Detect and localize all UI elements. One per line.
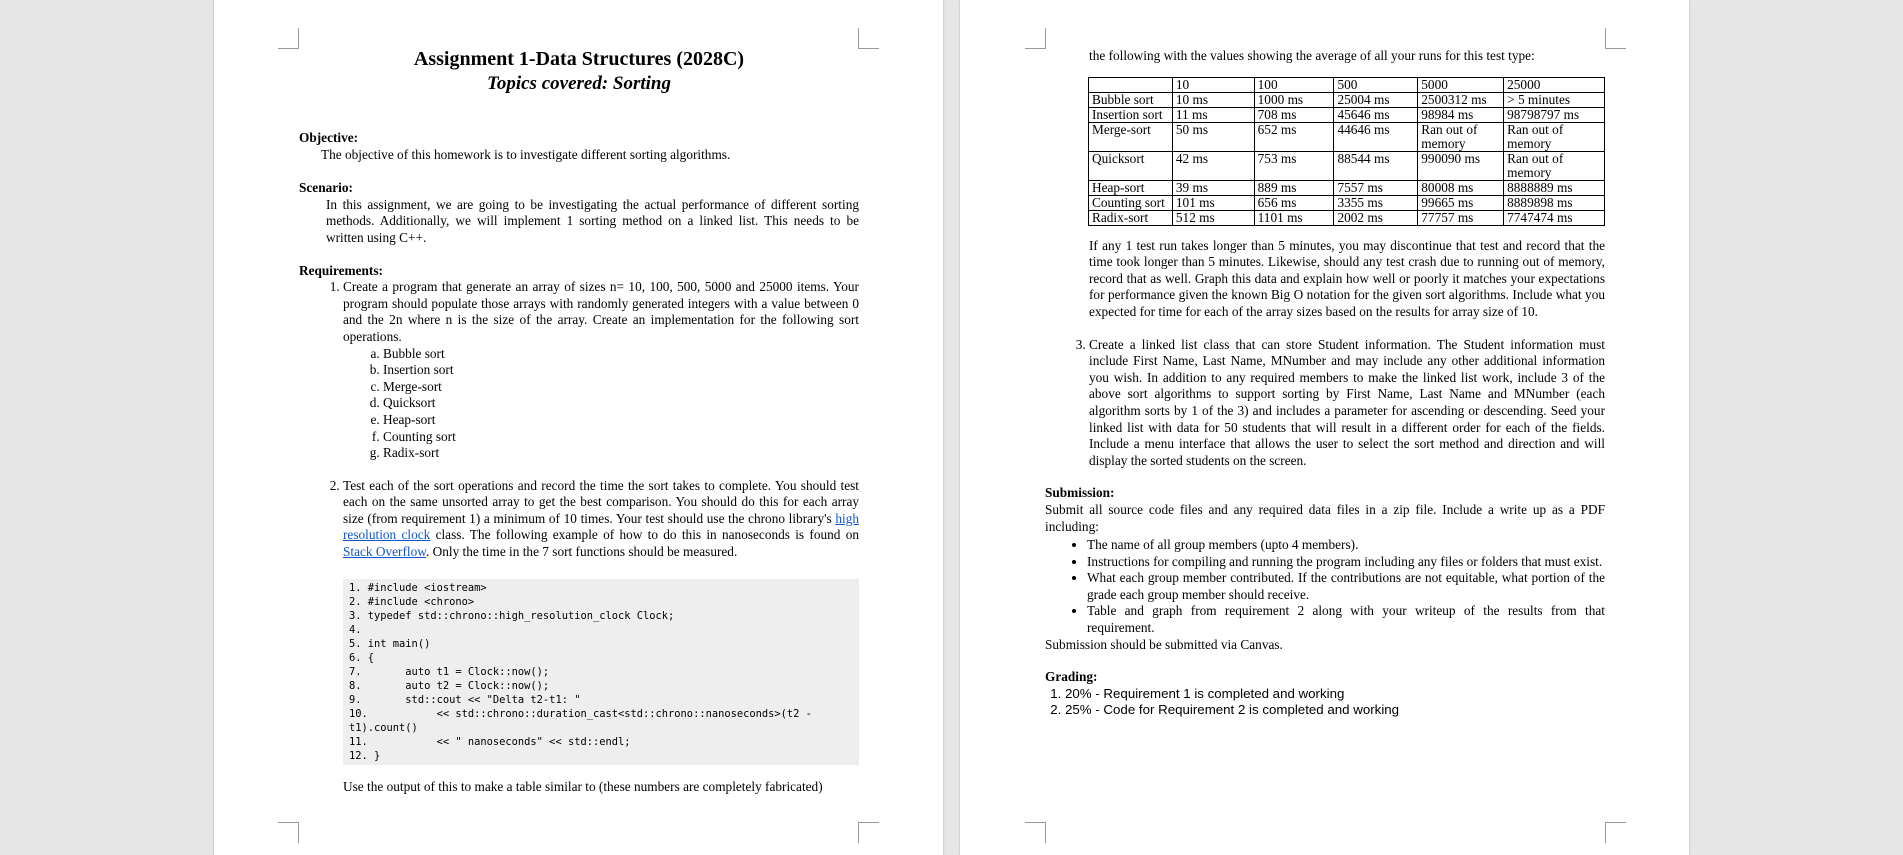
table-cell: 25004 ms <box>1334 92 1418 107</box>
table-row <box>1089 122 1605 151</box>
table-cell: Radix-sort <box>1089 210 1173 225</box>
submission-bullet: • Instructions for compiling and running the program including any files or folders that must exist. <box>1087 554 1605 571</box>
table-cell: 656 ms <box>1254 195 1334 210</box>
code-line: 9. std::cout << "Delta t2-t1: " <box>349 693 581 706</box>
requirement-3 <box>1089 337 1605 470</box>
crop-mark-top-right <box>1605 28 1626 49</box>
table-cell: 8889898 ms <box>1504 195 1605 210</box>
table-cell: 7557 ms <box>1334 180 1418 195</box>
table-cell: Ran out of memory <box>1504 151 1605 180</box>
table-cell: 753 ms <box>1254 151 1334 180</box>
table-header-cell <box>1089 77 1173 92</box>
table-cell: 2500312 ms <box>1418 92 1504 107</box>
submission-bullet: • What each group member contributed. If the contributions are not equitable, what portion of the grade each group member should receive. <box>1087 570 1605 603</box>
table-cell: 88544 ms <box>1334 151 1418 180</box>
sort-item: c. Merge-sort <box>383 379 859 396</box>
stack-overflow-link[interactable]: Stack Overflow <box>343 544 426 560</box>
sort-item: b. Insertion sort <box>383 362 859 379</box>
submission-header: Submission: <box>1045 485 1115 501</box>
after-table-text: If any 1 test run takes longer than 5 minutes, you may discontinue that test and record that the time took longer than 5 minutes. Likewise, should any test crash due to running out of memory, record that as well. Graph this data and explain how well or poorly it matches your expectations for performance given the known Big O notation for the given sort algorithms. Include what you expected for time for each of the array sizes based on the results for array size of 10. <box>1089 237 1605 319</box>
requirement-2-text-b: class. The following example of how to do this in nanoseconds is found on <box>435 527 859 543</box>
table-header-cell: 500 <box>1334 77 1418 92</box>
sort-item: g. Radix-sort <box>383 445 859 462</box>
table-cell: Quicksort <box>1089 151 1173 180</box>
code-line: 10. << std::chrono::duration_cast<std::chrono::nanoseconds>(t2 - t1).count() <box>349 707 819 734</box>
requirement-3-text: 3. Create a linked list class that can store Student information. The Student information must include First Name, Last Name, MNumber and may include any other additional information you wish. In addition to any required members to make the linked list work, include 3 of the above sort algorithms to support sorting by First Name, Last Name and MNumber (each algorithm sorts by 1 of the 3) and includes a parameter for ascending or descending. Seed your linked list with data for 50 students that will result in a different order for each of the fields. Include a menu interface that allows the user to select the sort method and direction and will display the sorted students on the screen. <box>1089 336 1605 468</box>
crop-mark-top-left <box>1025 28 1046 49</box>
table-cell: 101 ms <box>1172 195 1254 210</box>
table-cell: 1000 ms <box>1254 92 1334 107</box>
table-cell: 990090 ms <box>1418 151 1504 180</box>
grading-item: 2. 25% - Code for Requirement 2 is completed and working <box>1065 702 1605 719</box>
requirement-1 <box>343 279 859 478</box>
table-cell: 39 ms <box>1172 180 1254 195</box>
table-cell: 3355 ms <box>1334 195 1418 210</box>
table-row <box>1089 151 1605 180</box>
table-cell: 7747474 ms <box>1504 210 1605 225</box>
table-cell: 1101 ms <box>1254 210 1334 225</box>
crop-mark-bottom-left <box>278 822 299 843</box>
table-row <box>1089 195 1605 210</box>
table-cell: Bubble sort <box>1089 92 1173 107</box>
requirement-1-text: 1. Create a program that generate an array of sizes n= 10, 100, 500, 5000 and 25000 items. Your program should populate those arrays with randomly generated integers with a value between 0 and the 2n where n is the size of the array. Create an implementation for the following sort operations. <box>343 279 859 344</box>
table-cell: Ran out of memory <box>1418 122 1504 151</box>
table-cell: 2002 ms <box>1334 210 1418 225</box>
table-row <box>1089 107 1605 122</box>
table-intro-text: the following with the values showing the average of all your runs for this test type: <box>1089 48 1535 63</box>
closing-text: Use the output of this to make a table similar to (these numbers are completely fabricated) <box>343 778 823 794</box>
code-line: 3. typedef std::chrono::high_resolution_clock Clock; <box>349 609 675 622</box>
sort-operations-list <box>343 346 859 462</box>
submission-bullet: • Table and graph from requirement 2 along with your writeup of the results from that requirement. <box>1087 603 1605 636</box>
table-header-cell: 100 <box>1254 77 1334 92</box>
table-cell: 11 ms <box>1172 107 1254 122</box>
code-line: 8. auto t2 = Clock::now(); <box>349 679 550 692</box>
grading-list <box>1045 686 1605 719</box>
requirements-header: Requirements: <box>299 262 383 278</box>
submission-text: Submit all source code files and any required data files in a zip file. Include a write up as a PDF including: <box>1045 501 1605 534</box>
requirement-2 <box>343 478 859 796</box>
table-cell: 42 ms <box>1172 151 1254 180</box>
sort-item: f. Counting sort <box>383 429 859 446</box>
crop-mark-bottom-right <box>1605 822 1626 843</box>
table-cell: Heap-sort <box>1089 180 1173 195</box>
document-page-1 <box>214 0 943 855</box>
table-cell: 512 ms <box>1172 210 1254 225</box>
requirement-2-text <box>343 478 859 561</box>
table-cell: Ran out of memory <box>1504 122 1605 151</box>
document-page-2 <box>960 0 1689 855</box>
table-row <box>1089 92 1605 107</box>
table-cell: > 5 minutes <box>1504 92 1605 107</box>
requirement-2-text-c: . Only the time in the 7 sort functions should be measured. <box>425 544 738 560</box>
table-cell: 50 ms <box>1172 122 1254 151</box>
scenario-header: Scenario: <box>299 180 353 196</box>
table-cell: 98798797 ms <box>1504 107 1605 122</box>
grading-header: Grading: <box>1045 669 1098 685</box>
crop-mark-bottom-left <box>1025 822 1046 843</box>
code-line: 1. #include <iostream> <box>349 581 487 594</box>
table-cell: 45646 ms <box>1334 107 1418 122</box>
scenario-text: In this assignment, we are going to be investigating the actual performance of different sorting methods. Additionally, we will implement 1 sorting method on a linked list. This needs to be written using C++. <box>326 196 859 245</box>
table-cell: 99665 ms <box>1418 195 1504 210</box>
objective-text: The objective of this homework is to investigate different sorting algorithms. <box>321 146 731 162</box>
code-sample <box>343 579 859 765</box>
table-cell: 652 ms <box>1254 122 1334 151</box>
table-header-row <box>1089 77 1605 92</box>
page-1-content <box>299 46 859 795</box>
page-2-content <box>1045 48 1605 719</box>
table-row <box>1089 210 1605 225</box>
sort-item: a. Bubble sort <box>383 346 859 363</box>
table-cell: 98984 ms <box>1418 107 1504 122</box>
sort-item: e. Heap-sort <box>383 412 859 429</box>
requirements-list <box>299 279 859 795</box>
table-cell: 80008 ms <box>1418 180 1504 195</box>
performance-table <box>1088 77 1605 226</box>
code-line: 2. #include <chrono> <box>349 595 475 608</box>
requirement-3-list <box>1045 337 1605 470</box>
code-line: 11. << " nanoseconds" << std::endl; <box>349 735 631 748</box>
code-line: 4. <box>349 623 368 636</box>
table-cell: 44646 ms <box>1334 122 1418 151</box>
code-line: 12. } <box>349 749 381 762</box>
requirement-2-text-a: Test each of the sort operations and record the time the sort takes to complete. You should test each on the same unsorted array to get the best comparison. You should do this for each array size (from requirement 1) a minimum of 10 times. Your test should use the chrono library's <box>343 477 859 526</box>
code-line: 5. int main() <box>349 637 431 650</box>
grading-item: 1. 20% - Requirement 1 is completed and working <box>1065 686 1605 703</box>
table-cell: 708 ms <box>1254 107 1334 122</box>
table-header-cell: 25000 <box>1504 77 1605 92</box>
document-title: Assignment 1-Data Structures (2028C) <box>413 48 745 70</box>
crop-mark-top-left <box>278 28 299 49</box>
table-cell: 77757 ms <box>1418 210 1504 225</box>
submission-bullet: • The name of all group members (upto 4 members). <box>1087 537 1605 554</box>
table-header-cell: 5000 <box>1418 77 1504 92</box>
code-line: 7. auto t1 = Clock::now(); <box>349 665 550 678</box>
sort-item: d. Quicksort <box>383 395 859 412</box>
table-cell: 10 ms <box>1172 92 1254 107</box>
table-cell: Insertion sort <box>1089 107 1173 122</box>
table-header-cell: 10 <box>1172 77 1254 92</box>
table-cell: 889 ms <box>1254 180 1334 195</box>
crop-mark-bottom-right <box>858 822 879 843</box>
crop-mark-top-right <box>858 28 879 49</box>
submission-bullets <box>1045 537 1605 637</box>
table-cell: Merge-sort <box>1089 122 1173 151</box>
submission-canvas-text: Submission should be submitted via Canvas. <box>1045 636 1283 652</box>
table-cell: 8888889 ms <box>1504 180 1605 195</box>
document-subtitle: Topics covered: Sorting <box>486 73 671 94</box>
high-resolution-clock-link[interactable]: high resolution clock <box>343 510 859 543</box>
code-line: 6. { <box>349 651 375 664</box>
table-row <box>1089 180 1605 195</box>
table-cell: Counting sort <box>1089 195 1173 210</box>
objective-header: Objective: <box>299 130 359 145</box>
